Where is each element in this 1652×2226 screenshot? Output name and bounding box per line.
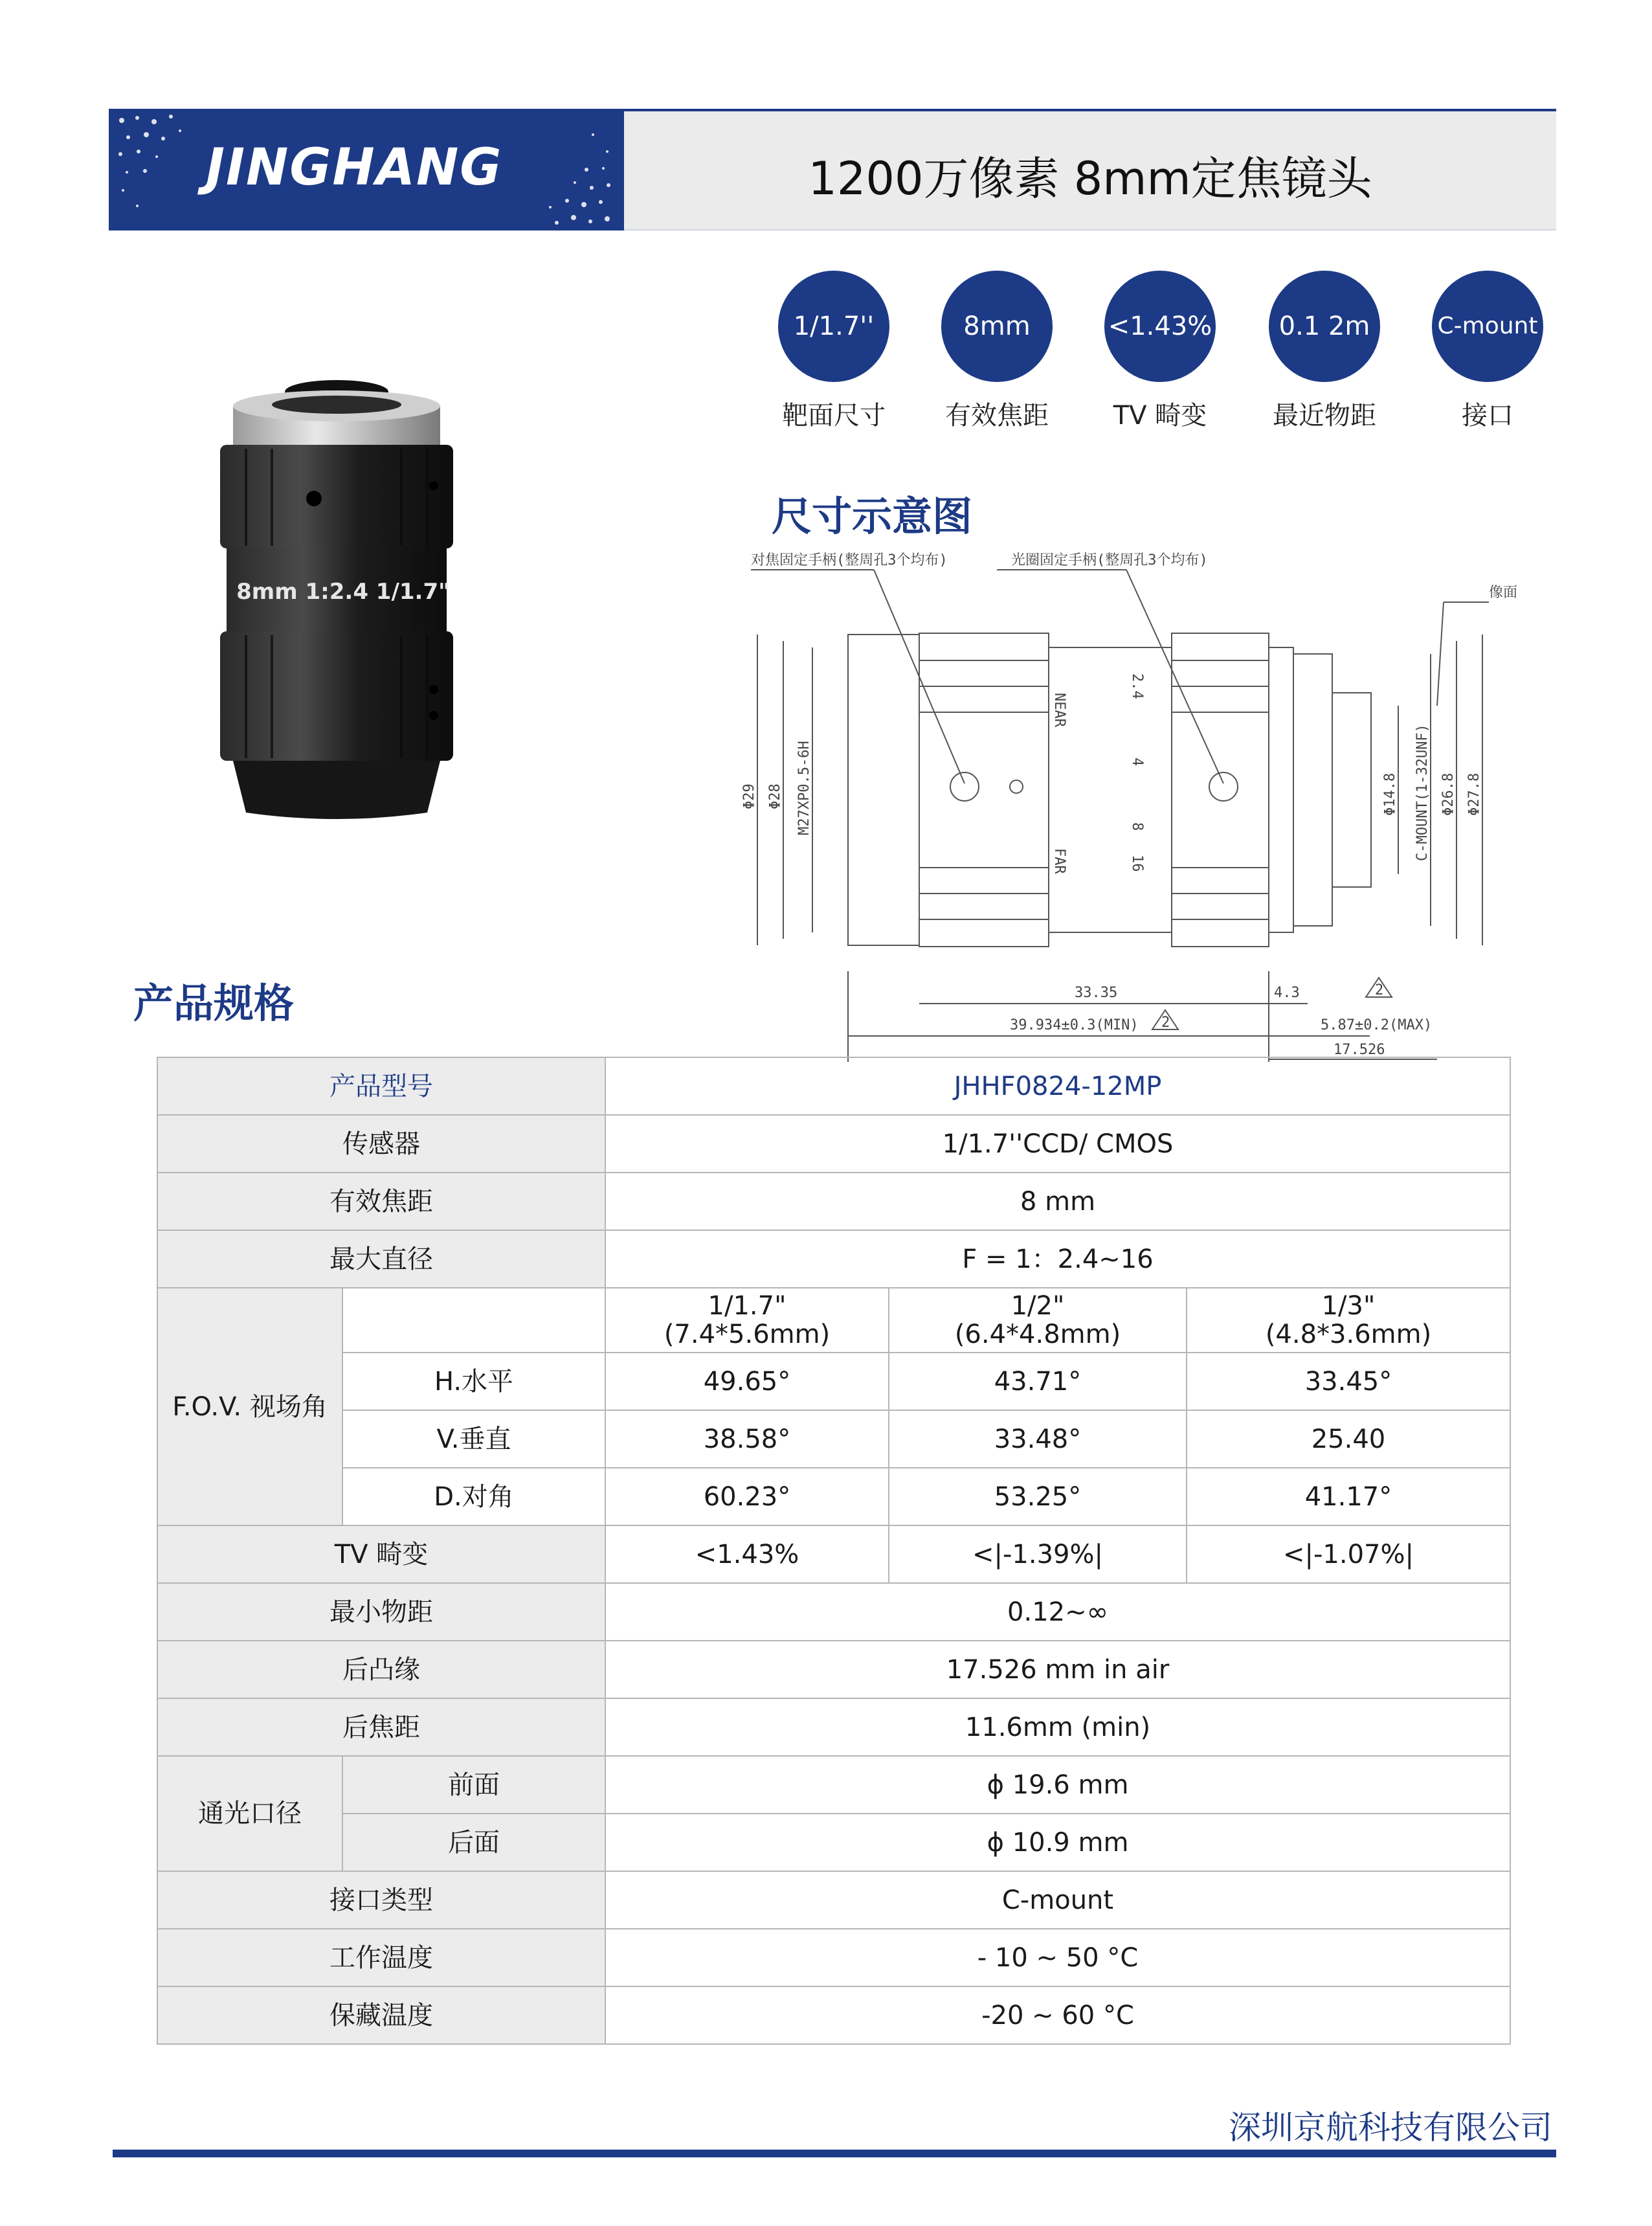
row-value-flange: 17.526 mm in air xyxy=(605,1641,1510,1698)
tolerance-mark: 2 xyxy=(1161,1015,1170,1031)
key-spec-label: 靶面尺寸 xyxy=(782,401,886,431)
fov-cell: 53.25° xyxy=(889,1468,1187,1525)
table-row xyxy=(157,1057,1510,1115)
row-value-op-temp: - 10 ~ 50 °C xyxy=(605,1929,1510,1986)
row-label-mod: 最小物距 xyxy=(157,1583,605,1641)
dim-17-526: 17.526 xyxy=(1334,1042,1385,1058)
table-row xyxy=(157,1410,1510,1468)
fov-row-label: V.垂直 xyxy=(342,1410,605,1468)
fov-corner-cell xyxy=(342,1288,605,1353)
tolerance-mark: 2 xyxy=(1375,982,1384,998)
page-title: 1200万像素 8mm定焦镜头 xyxy=(808,152,1372,205)
callout-image-plane: 像面 xyxy=(1489,585,1518,601)
key-spec-mount xyxy=(1429,271,1546,432)
table-row xyxy=(157,1698,1510,1756)
fov-col-size: 1/3" xyxy=(1321,1291,1376,1321)
row-value-model: JHHF0824-12MP xyxy=(605,1057,1510,1115)
drawing-title: 尺寸示意图 xyxy=(772,493,973,540)
fov-cell: 43.71° xyxy=(889,1353,1187,1410)
row-label-clear-aperture: 通光口径 xyxy=(157,1756,342,1871)
table-row xyxy=(157,1525,1510,1583)
row-label-fov: F.O.V. 视场角 xyxy=(157,1288,342,1525)
row-value-mod: 0.12~∞ xyxy=(605,1583,1510,1641)
row-value-front: ϕ 19.6 mm xyxy=(605,1756,1510,1814)
row-label-mount: 接口类型 xyxy=(157,1871,605,1929)
key-spec-value: 1/1.7'' xyxy=(778,271,889,382)
fov-col-header xyxy=(889,1288,1187,1353)
tv-cell: <1.43% xyxy=(605,1525,889,1583)
fov-cell: 41.17° xyxy=(1187,1468,1510,1525)
dim-d29: Φ29 xyxy=(741,783,757,809)
row-label-st-temp: 保藏温度 xyxy=(157,1986,605,2044)
row-label-focal: 有效焦距 xyxy=(157,1173,605,1230)
fov-row-label: D.对角 xyxy=(342,1468,605,1525)
key-spec-mod xyxy=(1266,271,1383,432)
key-spec-label: 最近物距 xyxy=(1273,401,1376,431)
row-value-st-temp: -20 ~ 60 °C xyxy=(605,1986,1510,2044)
dim-d14-8: Φ14.8 xyxy=(1382,772,1398,816)
table-row xyxy=(157,1871,1510,1929)
fov-cell: 33.48° xyxy=(889,1410,1187,1468)
aperture-mark: 2.4 xyxy=(1129,673,1145,699)
table-row xyxy=(157,1115,1510,1173)
dim-d27-8: Φ27.8 xyxy=(1466,772,1482,816)
aperture-mark: 4 xyxy=(1129,758,1145,767)
table-row xyxy=(157,1814,1510,1871)
callout-iris-handle: 光圈固定手柄(整周孔3个均布) xyxy=(1011,552,1208,568)
aperture-mark: 16 xyxy=(1129,855,1145,872)
dim-thread: M27XP0.5-6H xyxy=(796,741,812,835)
title-bar xyxy=(624,109,1556,230)
table-row xyxy=(157,1230,1510,1288)
table-row xyxy=(157,1641,1510,1698)
key-spec-value: <1.43% xyxy=(1104,271,1216,382)
table-row xyxy=(157,1468,1510,1525)
row-sublabel-front: 前面 xyxy=(342,1756,605,1814)
dim-d28: Φ28 xyxy=(767,783,783,809)
dimension-drawing xyxy=(712,524,1554,1062)
table-row xyxy=(157,1353,1510,1410)
fov-cell: 38.58° xyxy=(605,1410,889,1468)
spec-section-title: 产品规格 xyxy=(133,980,295,1027)
fov-col-dims: (7.4*5.6mm) xyxy=(664,1320,831,1349)
row-value-aperture: F = 1：2.4~16 xyxy=(605,1230,1510,1288)
aperture-mark: 8 xyxy=(1129,822,1145,831)
row-value-mount: C-mount xyxy=(605,1871,1510,1929)
page-header xyxy=(109,109,1556,230)
company-logo: JINGHANG xyxy=(206,139,503,197)
company-name: 深圳京航科技有限公司 xyxy=(1229,2109,1552,2146)
fov-cell: 25.40 xyxy=(1187,1410,1510,1468)
fov-col-size: 1/1.7" xyxy=(708,1291,787,1321)
table-row xyxy=(157,1986,1510,2044)
key-spec-value: 0.1 2m xyxy=(1269,271,1380,382)
near-label: NEAR xyxy=(1051,693,1067,727)
table-row xyxy=(157,1756,1510,1814)
key-spec-focal xyxy=(939,271,1055,432)
lens-product-image xyxy=(207,372,492,864)
fov-cell: 60.23° xyxy=(605,1468,889,1525)
footer-rule xyxy=(113,2150,1556,2157)
dim-cmount: C-MOUNT(1-32UNF) xyxy=(1414,724,1431,861)
fov-col-header xyxy=(1187,1288,1510,1353)
fov-col-size: 1/2" xyxy=(1010,1291,1065,1321)
row-label-sensor: 传感器 xyxy=(157,1115,605,1173)
fov-col-header xyxy=(605,1288,889,1353)
dim-d26-8: Φ26.8 xyxy=(1440,772,1457,816)
lens-marking: 8mm 1:2.4 1/1.7" xyxy=(236,579,450,605)
row-label-tv: TV 畸变 xyxy=(157,1525,605,1583)
spec-table xyxy=(157,1057,1511,2045)
callout-focus-handle: 对焦固定手柄(整周孔3个均布) xyxy=(751,552,948,568)
dim-33-35: 33.35 xyxy=(1075,985,1118,1001)
key-spec-sensor xyxy=(776,271,892,432)
row-label-bfl: 后焦距 xyxy=(157,1698,605,1756)
dim-total-length: 39.934±0.3(MIN) xyxy=(1010,1017,1139,1033)
table-row xyxy=(157,1288,1510,1353)
key-spec-value: C-mount xyxy=(1432,271,1543,382)
row-sublabel-rear: 后面 xyxy=(342,1814,605,1871)
fov-cell: 49.65° xyxy=(605,1353,889,1410)
key-spec-label: 接口 xyxy=(1462,401,1513,431)
fov-col-dims: (4.8*3.6mm) xyxy=(1265,1320,1432,1349)
row-label-op-temp: 工作温度 xyxy=(157,1929,605,1986)
key-spec-value: 8mm xyxy=(941,271,1053,382)
dim-4-3: 4.3 xyxy=(1274,985,1300,1001)
key-spec-distortion xyxy=(1102,271,1218,432)
key-spec-label: TV 畸变 xyxy=(1113,401,1207,431)
row-label-flange: 后凸缘 xyxy=(157,1641,605,1698)
table-row xyxy=(157,1929,1510,1986)
tv-cell: <|-1.07%| xyxy=(1187,1525,1510,1583)
table-row xyxy=(157,1173,1510,1230)
fov-col-dims: (6.4*4.8mm) xyxy=(954,1320,1121,1349)
row-value-rear: ϕ 10.9 mm xyxy=(605,1814,1510,1871)
row-label-aperture: 最大直径 xyxy=(157,1230,605,1288)
row-value-sensor: 1/1.7''CCD/ CMOS xyxy=(605,1115,1510,1173)
row-value-bfl: 11.6mm (min) xyxy=(605,1698,1510,1756)
table-row xyxy=(157,1583,1510,1641)
key-spec-label: 有效焦距 xyxy=(945,401,1049,431)
tv-cell: <|-1.39%| xyxy=(889,1525,1187,1583)
row-value-focal: 8 mm xyxy=(605,1173,1510,1230)
far-label: FAR xyxy=(1051,848,1067,874)
row-label-model: 产品型号 xyxy=(157,1057,605,1115)
fov-row-label: H.水平 xyxy=(342,1353,605,1410)
logo-banner xyxy=(109,109,624,230)
fov-cell: 33.45° xyxy=(1187,1353,1510,1410)
dim-5-87: 5.87±0.2(MAX) xyxy=(1321,1017,1433,1033)
